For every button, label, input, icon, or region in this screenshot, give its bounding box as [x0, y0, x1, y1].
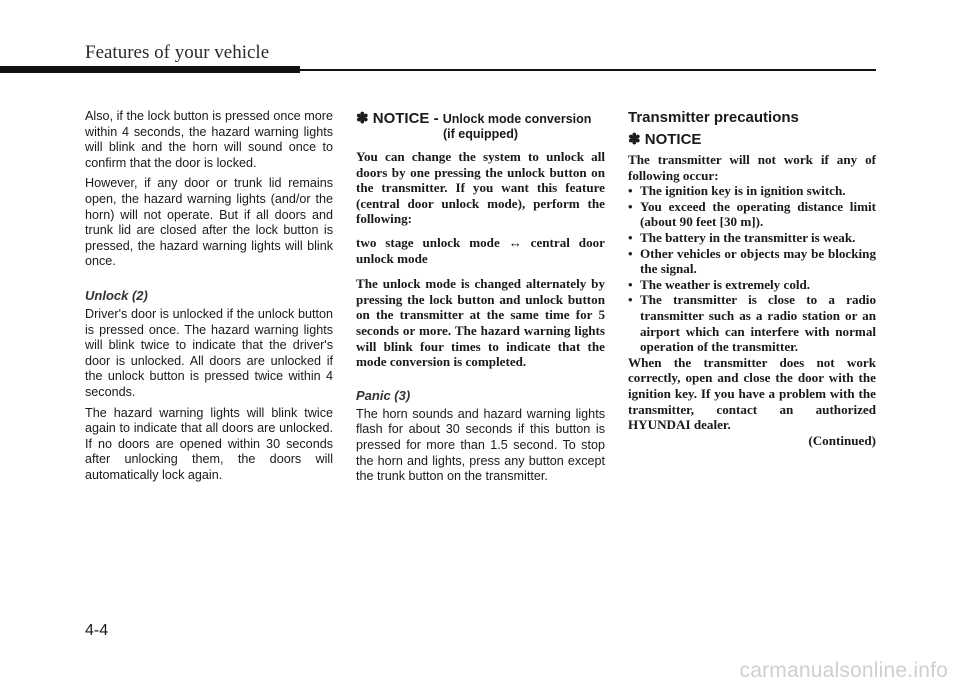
notice-suffix: (if equipped) — [443, 127, 518, 141]
watermark-text: carmanualsonline.info — [739, 659, 948, 682]
unlock-heading: Unlock (2) — [85, 287, 148, 303]
unlock-mode-notice-heading — [356, 109, 605, 127]
list-item: • The ignition key is in ignition switch. — [628, 183, 876, 199]
transmitter-notice-heading: ✽ NOTICE — [628, 131, 702, 148]
transmitter-precautions-heading: Transmitter precautions — [628, 109, 799, 126]
header-rule-thick — [0, 66, 300, 73]
paragraph-transmitter-outro: When the transmitter does not work correctly, open and close the door with the ignition key. If you have a problem with the transmitter, contact an authorized HYUNDAI dealer. — [628, 354, 876, 433]
unlock-mode-line: two stage unlock mode ↔ central door unlock mode — [356, 234, 605, 266]
paragraph-panic: The horn sounds and hazard warning lights flash for about 30 seconds if this button is pressed for more than 1.5 second. To stop the horn and lights, press any button except the trunk button on the transmitter. — [356, 406, 605, 484]
column-left — [85, 109, 333, 488]
paragraph-unlock-relock: The hazard warning lights will blink twice again to indicate that all doors are unlocked. If no doors are opened within 30 seconds after unlocking them, the doors will automatically lock again. — [85, 405, 333, 482]
page-number: 4-4 — [85, 622, 109, 639]
notice-label: ✽ NOTICE - — [356, 110, 439, 127]
header-rule-thin — [300, 69, 876, 71]
transmitter-conditions-list — [628, 183, 876, 355]
list-item: • You exceed the operating distance limit (about 90 feet [30 m]). — [628, 199, 876, 230]
panic-heading: Panic (3) — [356, 387, 411, 403]
list-item: • The battery in the transmitter is weak. — [628, 230, 876, 246]
column-right — [628, 109, 876, 448]
paragraph-unlock-mode-intro: You can change the system to unlock all doors by one pressing the unlock button on the transmitter. If you want this feature (central door unlock mode), perform the following: — [356, 149, 605, 227]
list-item: • The transmitter is close to a radio transmitter such as a radio station or an airport which can interfere with normal operation of the transmitter. — [628, 292, 876, 354]
paragraph-mode-conversion: The unlock mode is changed alternately by pressing the lock button and unlock button on the transmitter at the same time for 5 seconds or more. The hazard warning lights will blink four times to indicate that the mode conversion is completed. — [356, 276, 605, 370]
column-middle — [356, 109, 605, 490]
list-item: • Other vehicles or objects may be blocking the signal. — [628, 246, 876, 277]
continued-label: (Continued) — [808, 432, 876, 448]
notice-title: Unlock mode conversion — [442, 112, 592, 126]
paragraph-transmitter-intro: The transmitter will not work if any of following occur: — [628, 152, 876, 183]
list-item: • The weather is extremely cold. — [628, 277, 876, 293]
paragraph-unlock: Driver's door is unlocked if the unlock button is pressed once. The hazard warning lights will blink twice to indicate that the driver's door is unlocked. All doors are unlocked if the unlock button is pressed twice within 4 seconds. — [85, 306, 333, 399]
page-header-title: Features of your vehicle — [85, 42, 270, 63]
paragraph-door-open: However, if any door or trunk lid remains open, the hazard warning lights (and/or the horn) will not operate. But if all doors and trunk lid are closed after the lock button is pressed, the hazard warning lights will blink once. — [85, 176, 333, 269]
paragraph-lock-repeat: Also, if the lock button is pressed once more within 4 seconds, the hazard warning lights will blink and the horn will sound once to confirm that the door is locked. — [85, 109, 333, 170]
